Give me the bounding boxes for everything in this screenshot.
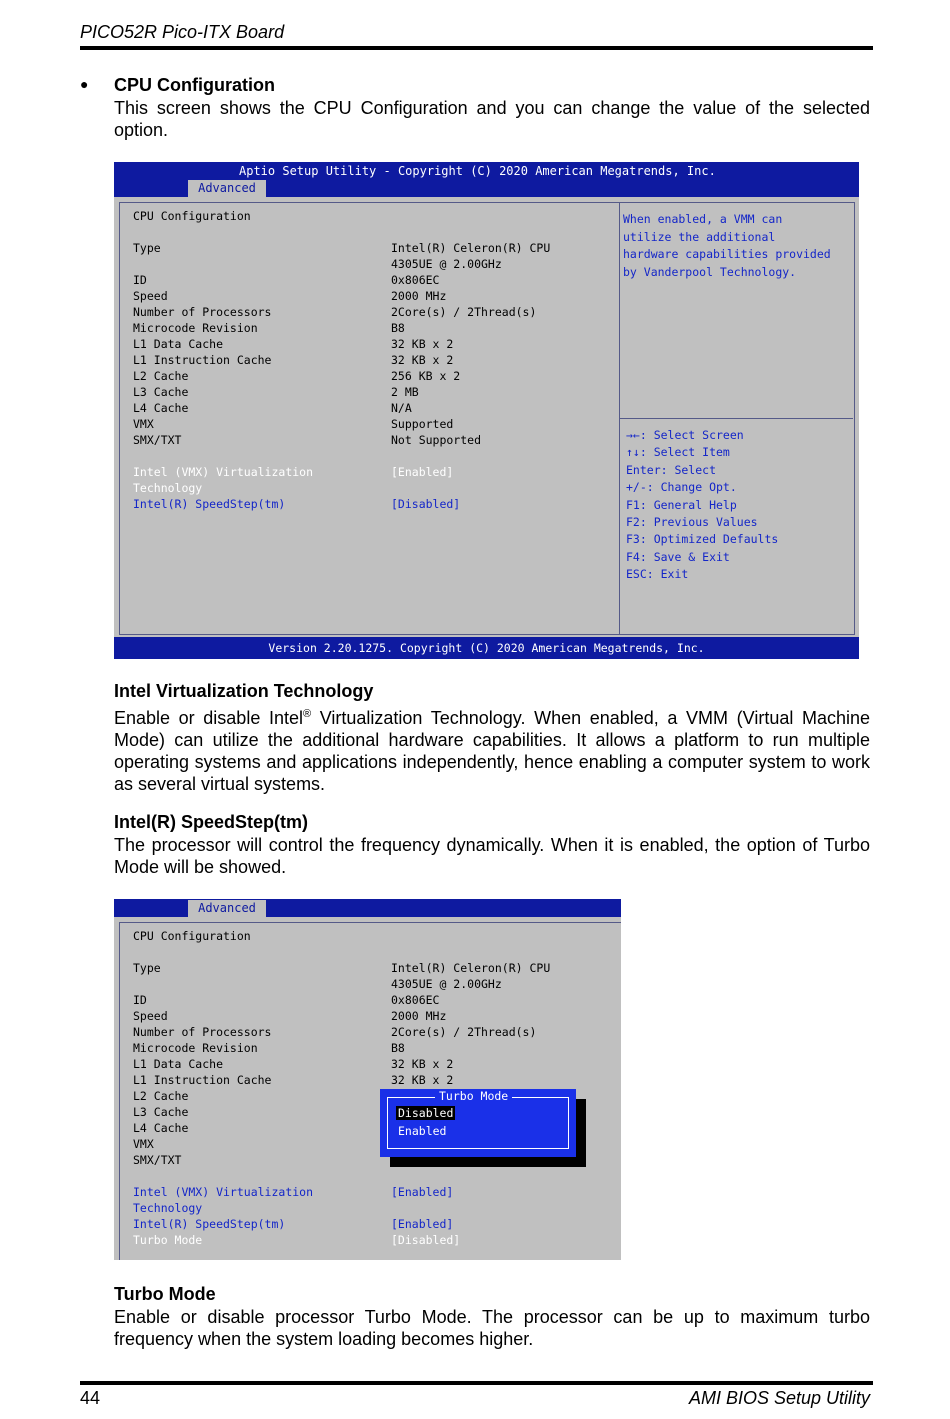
footer-rule bbox=[80, 1381, 873, 1385]
info-value: Supported bbox=[391, 417, 454, 431]
option-label[interactable]: Intel (VMX) Virtualization bbox=[133, 465, 314, 479]
section-heading-speedstep: Intel(R) SpeedStep(tm) bbox=[114, 812, 309, 832]
text-part: Enable or disable Intel bbox=[114, 708, 303, 728]
bios-screen-title: CPU Configuration bbox=[133, 929, 251, 943]
key-hint-line: +/-: Change Opt. bbox=[626, 480, 737, 495]
info-label: ID bbox=[133, 993, 147, 1007]
option-label[interactable]: Technology bbox=[133, 1201, 203, 1215]
info-label: L2 Cache bbox=[133, 369, 189, 383]
info-label: L1 Instruction Cache bbox=[133, 353, 272, 367]
info-value: N/A bbox=[391, 401, 412, 415]
info-value: 32 KB x 2 bbox=[391, 353, 454, 367]
bios-footer-text: Version 2.20.1275. Copyright (C) 2020 American Megatrends, Inc. bbox=[268, 641, 705, 655]
bios-footer-bar bbox=[114, 637, 859, 659]
header-rule bbox=[80, 46, 873, 50]
info-label: VMX bbox=[133, 417, 154, 431]
info-label: L3 Cache bbox=[133, 1105, 189, 1119]
info-label: L4 Cache bbox=[133, 401, 189, 415]
info-value: 32 KB x 2 bbox=[391, 337, 454, 351]
key-hint-line: →←: Select Screen bbox=[626, 428, 744, 442]
key-hint-line: ↑↓: Select Item bbox=[626, 445, 730, 460]
option-label[interactable]: Turbo Mode bbox=[133, 1233, 203, 1247]
info-label: Microcode Revision bbox=[133, 1041, 258, 1055]
popup-option-enabled[interactable]: Enabled bbox=[398, 1124, 447, 1138]
info-label: Speed bbox=[133, 289, 168, 303]
info-value: 0x806EC bbox=[391, 273, 440, 287]
info-label: SMX/TXT bbox=[133, 433, 182, 447]
info-value: B8 bbox=[391, 321, 405, 335]
info-value: 4305UE @ 2.00GHz bbox=[391, 257, 502, 271]
option-label[interactable]: Intel (VMX) Virtualization bbox=[133, 1185, 314, 1199]
info-label: Number of Processors bbox=[133, 305, 272, 319]
info-label: Type bbox=[133, 961, 161, 975]
option-value[interactable]: [Disabled] bbox=[391, 1233, 461, 1247]
footer-title: AMI BIOS Setup Utility bbox=[688, 1388, 870, 1408]
info-value: 2Core(s) / 2Thread(s) bbox=[391, 1025, 537, 1039]
tab-advanced[interactable]: Advanced bbox=[188, 900, 266, 917]
key-hint-line: F3: Optimized Defaults bbox=[626, 532, 779, 547]
section-text-virtualization bbox=[114, 703, 870, 795]
help-text-line: When enabled, a VMM can bbox=[623, 212, 783, 226]
info-label: Microcode Revision bbox=[133, 321, 258, 335]
info-label: L4 Cache bbox=[133, 1121, 189, 1135]
option-value[interactable]: [Enabled] bbox=[391, 1217, 454, 1231]
info-label: Speed bbox=[133, 1009, 168, 1023]
key-hint-line: F4: Save & Exit bbox=[626, 549, 730, 564]
page-header-title: PICO52R Pico-ITX Board bbox=[80, 22, 285, 42]
section-heading-turbo-mode: Turbo Mode bbox=[114, 1284, 216, 1304]
info-label: L1 Data Cache bbox=[133, 337, 224, 351]
info-value: 32 KB x 2 bbox=[391, 1057, 454, 1071]
info-value: 2Core(s) / 2Thread(s) bbox=[391, 305, 537, 319]
tab-advanced[interactable]: Advanced bbox=[188, 180, 266, 197]
help-text-line: by Vanderpool Technology. bbox=[623, 264, 797, 279]
option-value[interactable]: [Enabled] bbox=[391, 465, 454, 479]
section-heading-cpu-config: CPU Configuration bbox=[114, 75, 275, 95]
section-text-speedstep: The processor will control the frequency dynamically. When it is enabled, the option of Turbo Mode will be showed. bbox=[114, 835, 870, 877]
section-heading-virtualization: Intel Virtualization Technology bbox=[114, 681, 374, 701]
info-value: 2000 MHz bbox=[391, 1009, 447, 1023]
popup-border bbox=[387, 1097, 569, 1149]
section-text-turbo-mode: Enable or disable processor Turbo Mode. The processor can be up to maximum turbo frequency when the system loading becomes higher. bbox=[114, 1307, 870, 1349]
key-hint-line: F1: General Help bbox=[626, 497, 737, 512]
info-label: L1 Instruction Cache bbox=[133, 1073, 272, 1087]
help-text-line: hardware capabilities provided bbox=[623, 247, 831, 261]
section-text-cpu-config: This screen shows the CPU Configuration and you can change the value of the selected option. bbox=[114, 98, 870, 140]
registered-mark: ® bbox=[302, 708, 312, 720]
help-text-line: utilize the additional bbox=[623, 229, 776, 244]
info-value: 256 KB x 2 bbox=[391, 369, 461, 383]
info-value: 4305UE @ 2.00GHz bbox=[391, 977, 502, 991]
info-value: 2 MB bbox=[391, 385, 419, 399]
bios-divider-horizontal bbox=[620, 418, 853, 419]
popup-title: Turbo Mode bbox=[435, 1089, 512, 1103]
info-value: 0x806EC bbox=[391, 993, 440, 1007]
bios-title: Aptio Setup Utility - Copyright (C) 2020 American Megatrends, Inc. bbox=[239, 164, 716, 178]
key-hint-line: Enter: Select bbox=[626, 462, 717, 477]
info-label: SMX/TXT bbox=[133, 1153, 182, 1167]
info-value: B8 bbox=[391, 1041, 405, 1055]
option-value[interactable]: [Disabled] bbox=[391, 497, 461, 511]
option-label[interactable]: Technology bbox=[133, 481, 203, 495]
key-hint-line: ESC: Exit bbox=[626, 567, 689, 582]
bios-screen-turbo-mode bbox=[114, 899, 621, 1260]
info-value: 2000 MHz bbox=[391, 289, 447, 303]
info-value: Not Supported bbox=[391, 433, 482, 447]
bios-screen-cpu-config bbox=[114, 162, 859, 659]
info-label: L3 Cache bbox=[133, 385, 189, 399]
info-label: VMX bbox=[133, 1137, 154, 1151]
popup-option-disabled[interactable]: Disabled bbox=[398, 1106, 454, 1120]
info-label: ID bbox=[133, 273, 147, 287]
bullet-icon: ● bbox=[80, 76, 89, 92]
text-part: Virtualization Technology. When enabled, a VMM (Virtual Machine Mode) can utilize the additional hardware capabilities. It allows a platform to run multiple operating systems and applications independently, hence enabling a computer system to work as several virtual systems. bbox=[114, 708, 870, 794]
info-label: Number of Processors bbox=[133, 1025, 272, 1039]
info-value: Intel(R) Celeron(R) CPU bbox=[391, 241, 551, 255]
bios-screen-title: CPU Configuration bbox=[133, 209, 251, 223]
info-value: Intel(R) Celeron(R) CPU bbox=[391, 961, 551, 975]
option-label[interactable]: Intel(R) SpeedStep(tm) bbox=[133, 497, 286, 511]
info-label: L2 Cache bbox=[133, 1089, 189, 1103]
key-hint-line: F2: Previous Values bbox=[626, 515, 758, 529]
turbo-mode-popup[interactable] bbox=[380, 1089, 576, 1157]
info-value: 32 KB x 2 bbox=[391, 1073, 454, 1087]
info-label: Type bbox=[133, 241, 161, 255]
option-label[interactable]: Intel(R) SpeedStep(tm) bbox=[133, 1217, 286, 1231]
page-number: 44 bbox=[80, 1388, 101, 1408]
info-label: L1 Data Cache bbox=[133, 1057, 224, 1071]
option-value[interactable]: [Enabled] bbox=[391, 1185, 454, 1199]
